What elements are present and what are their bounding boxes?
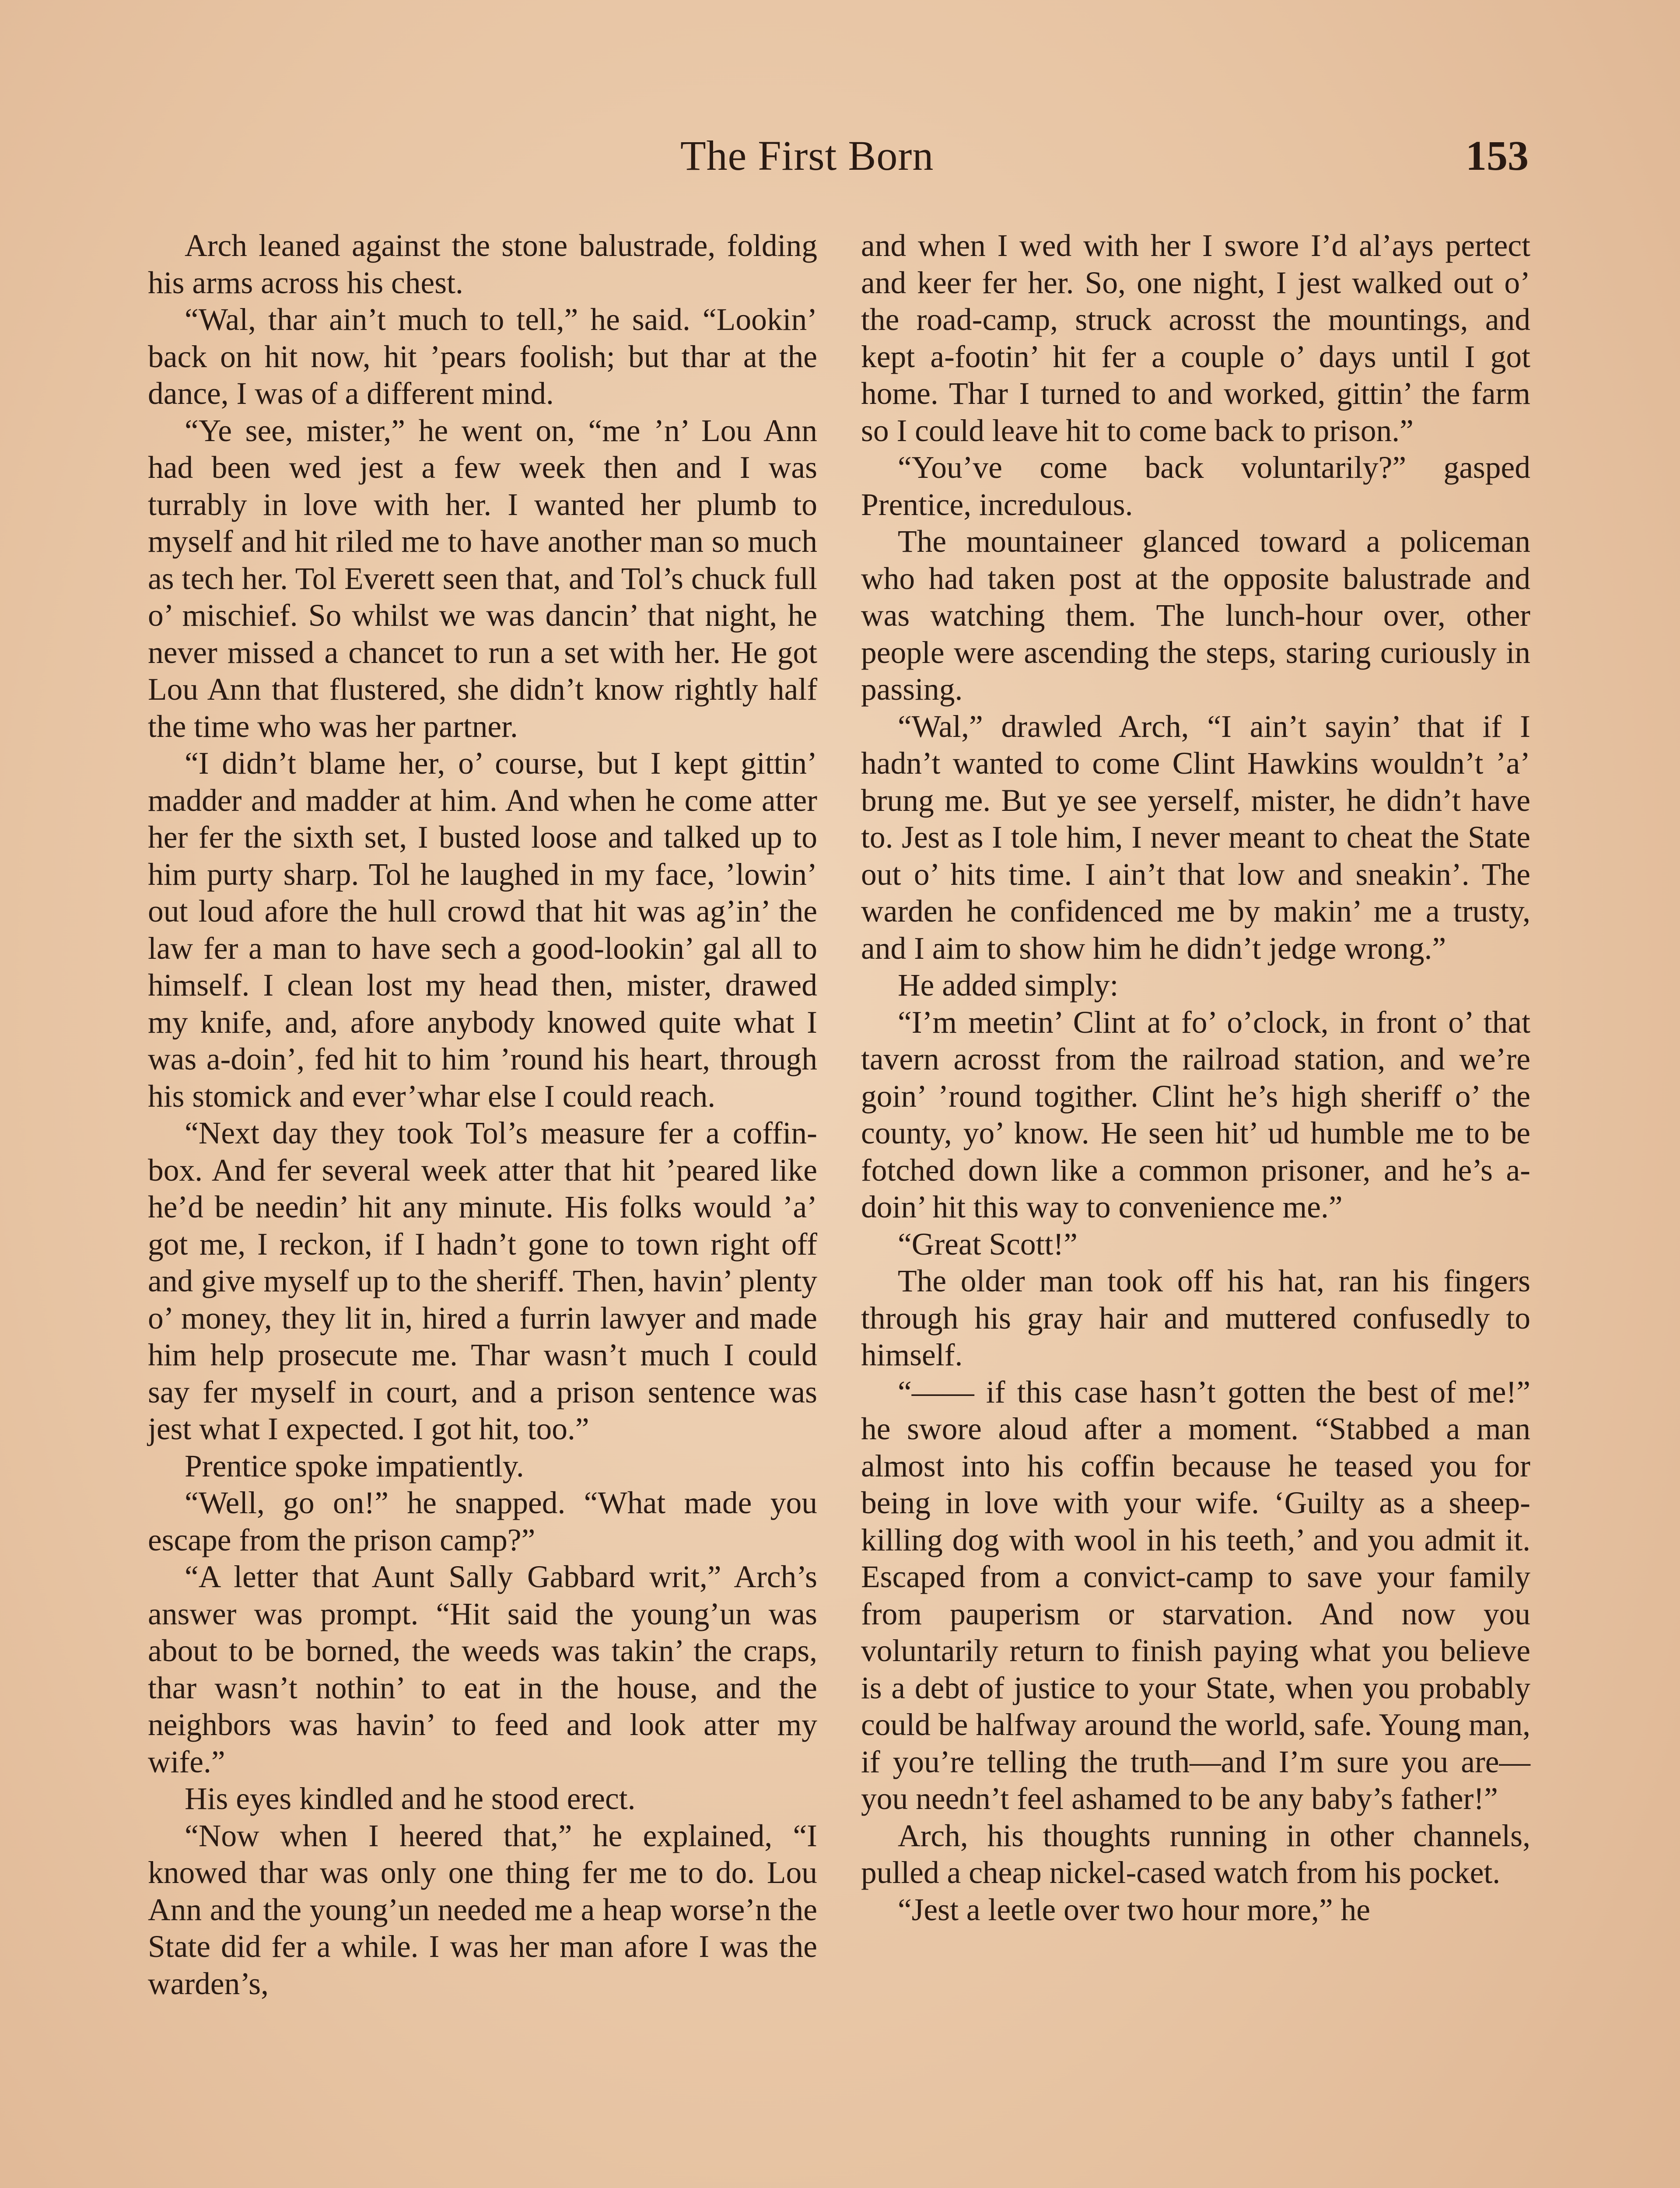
paragraph: “Jest a leetle over two hour more,” he bbox=[898, 1892, 1371, 1927]
paragraph: “Now when I heered that,” he explained, “I knowed thar was only one thing fer me to do. Lou Ann and the young’un needed me a heap worse’n the State did fer a while. I was her man afore I was the warden’s, bbox=[148, 1818, 817, 2001]
paragraph-continued: and when I wed with her I swore I’d al’ays pertect and keer fer her. So, one night, I jest walked out o’ the road-camp, struck acrosst the mountings, and kept a-footin’ hit fer a couple o’ days until I got home. Thar I turned to and worked, gittin’ the farm so I could leave hit to come back to prison.” bbox=[861, 228, 1530, 448]
right-column bbox=[861, 228, 1530, 1929]
left-column bbox=[148, 228, 817, 2002]
paragraph: “Wal, thar ain’t much to tell,” he said. “Lookin’ back on hit now, hit ’pears foolish; but thar at the dance, I was of a different mind. bbox=[148, 302, 817, 411]
paragraph: “Wal,” drawled Arch, “I ain’t sayin’ that if I hadn’t wanted to come Clint Hawkins wouldn’t ’a’ brung me. But ye see yerself, mister, he didn’t have to. Jest as I tole him, I never meant to cheat the State out o’ hits time. I ain’t that low and sneakin’. The warden he confidenced me by makin’ me a trusty, and I aim to show him he didn’t jedge wrong.” bbox=[861, 709, 1530, 966]
paragraph: The older man took off his hat, ran his fingers through his gray hair and muttered confusedly to himself. bbox=[861, 1264, 1530, 1372]
paragraph: “I didn’t blame her, o’ course, but I kept gittin’ madder and madder at him. And when he come atter her fer the sixth set, I busted loose and talked up to him purty sharp. Tol he laughed in my face, ’lowin’ out loud afore the hull crowd that hit was ag’in’ the law fer a man to have sech a good-lookin’ gal all to himself. I clean lost my head then, mister, drawed my knife, and, afore anybody knowed quite what I was a-doin’, fed hit to him ’round his heart, through his stomick and ever’whar else I could reach. bbox=[148, 746, 817, 1114]
paragraph: Arch leaned against the stone balustrade, folding his arms across his chest. bbox=[148, 228, 817, 300]
paragraph: “I’m meetin’ Clint at fo’ o’clock, in front o’ that tavern acrosst from the railroad station, and we’re goin’ ’round togither. Clint he’s high sheriff o’ the county, yo’ know. He seen hit’ ud humble me to be fotched down like a common prisoner, and he’s a-doin’ hit this way to convenience me.” bbox=[861, 1005, 1530, 1224]
paragraph: “Next day they took Tol’s measure fer a coffin-box. And fer several week atter that hit ’peared like he’d be needin’ hit any minute. His folks would ’a’ got me, I reckon, if I hadn’t gone to town right off and give myself up to the sheriff. Then, havin’ plenty o’ money, they lit in, hired a furrin lawyer and made him help prosecute me. Thar wasn’t much I could say fer myself in court, and a prison sentence was jest what I expected. I got hit, too.” bbox=[148, 1116, 817, 1446]
paragraph: His eyes kindled and he stood erect. bbox=[185, 1781, 636, 1816]
paragraph: “You’ve come back voluntarily?” gasped Prentice, incredulous. bbox=[861, 450, 1530, 522]
page-number: 153 bbox=[1466, 132, 1529, 179]
paragraph: Arch, his thoughts running in other channels, pulled a cheap nickel-cased watch from his pocket. bbox=[861, 1818, 1530, 1890]
paragraph: “Well, go on!” he snapped. “What made you escape from the prison camp?” bbox=[148, 1486, 817, 1557]
paragraph: “Ye see, mister,” he went on, “me ’n’ Lou Ann had been wed jest a few week then and I was turrably in love with her. I wanted her plumb to myself and hit riled me to have another man so much as tech her. Tol Everett seen that, and Tol’s chuck full o’ mischief. So whilst we was dancin’ that night, he never missed a chancet to run a set with her. He got Lou Ann that flustered, she didn’t know rightly half the time who was her partner. bbox=[148, 413, 817, 744]
paragraph: “Great Scott!” bbox=[898, 1227, 1078, 1262]
paragraph: “A letter that Aunt Sally Gabbard writ,” Arch’s answer was prompt. “Hit said the young’un was about to be borned, the weeds was takin’ the craps, thar wasn’t nothin’ to eat in the house, and the neighbors was havin’ to feed and look atter my wife.” bbox=[148, 1560, 817, 1779]
paragraph: “—— if this case hasn’t gotten the best of me!” he swore aloud after a moment. “Stabbed a man almost into his coffin because he teased you for being in love with your wife. ‘Guilty as a sheep-killing dog with wool in his teeth,’ and you admit it. Escaped from a convict-camp to save your family from pauperism or starvation. And now you voluntarily return to finish paying what you believe is a debt of justice to your State, when you probably could be halfway around the world, safe. Young man, if you’re telling the truth—and I’m sure you are—you needn’t feel ashamed to be any baby’s father!” bbox=[861, 1375, 1530, 1816]
paragraph: Prentice spoke impatiently. bbox=[185, 1448, 524, 1483]
paragraph: He added simply: bbox=[898, 968, 1119, 1003]
paragraph: The mountaineer glanced toward a policeman who had taken post at the opposite balustrade and was watching them. The lunch-hour over, other people were ascending the steps, staring curiously in passing. bbox=[861, 524, 1530, 707]
running-head: The First Born bbox=[680, 132, 934, 179]
